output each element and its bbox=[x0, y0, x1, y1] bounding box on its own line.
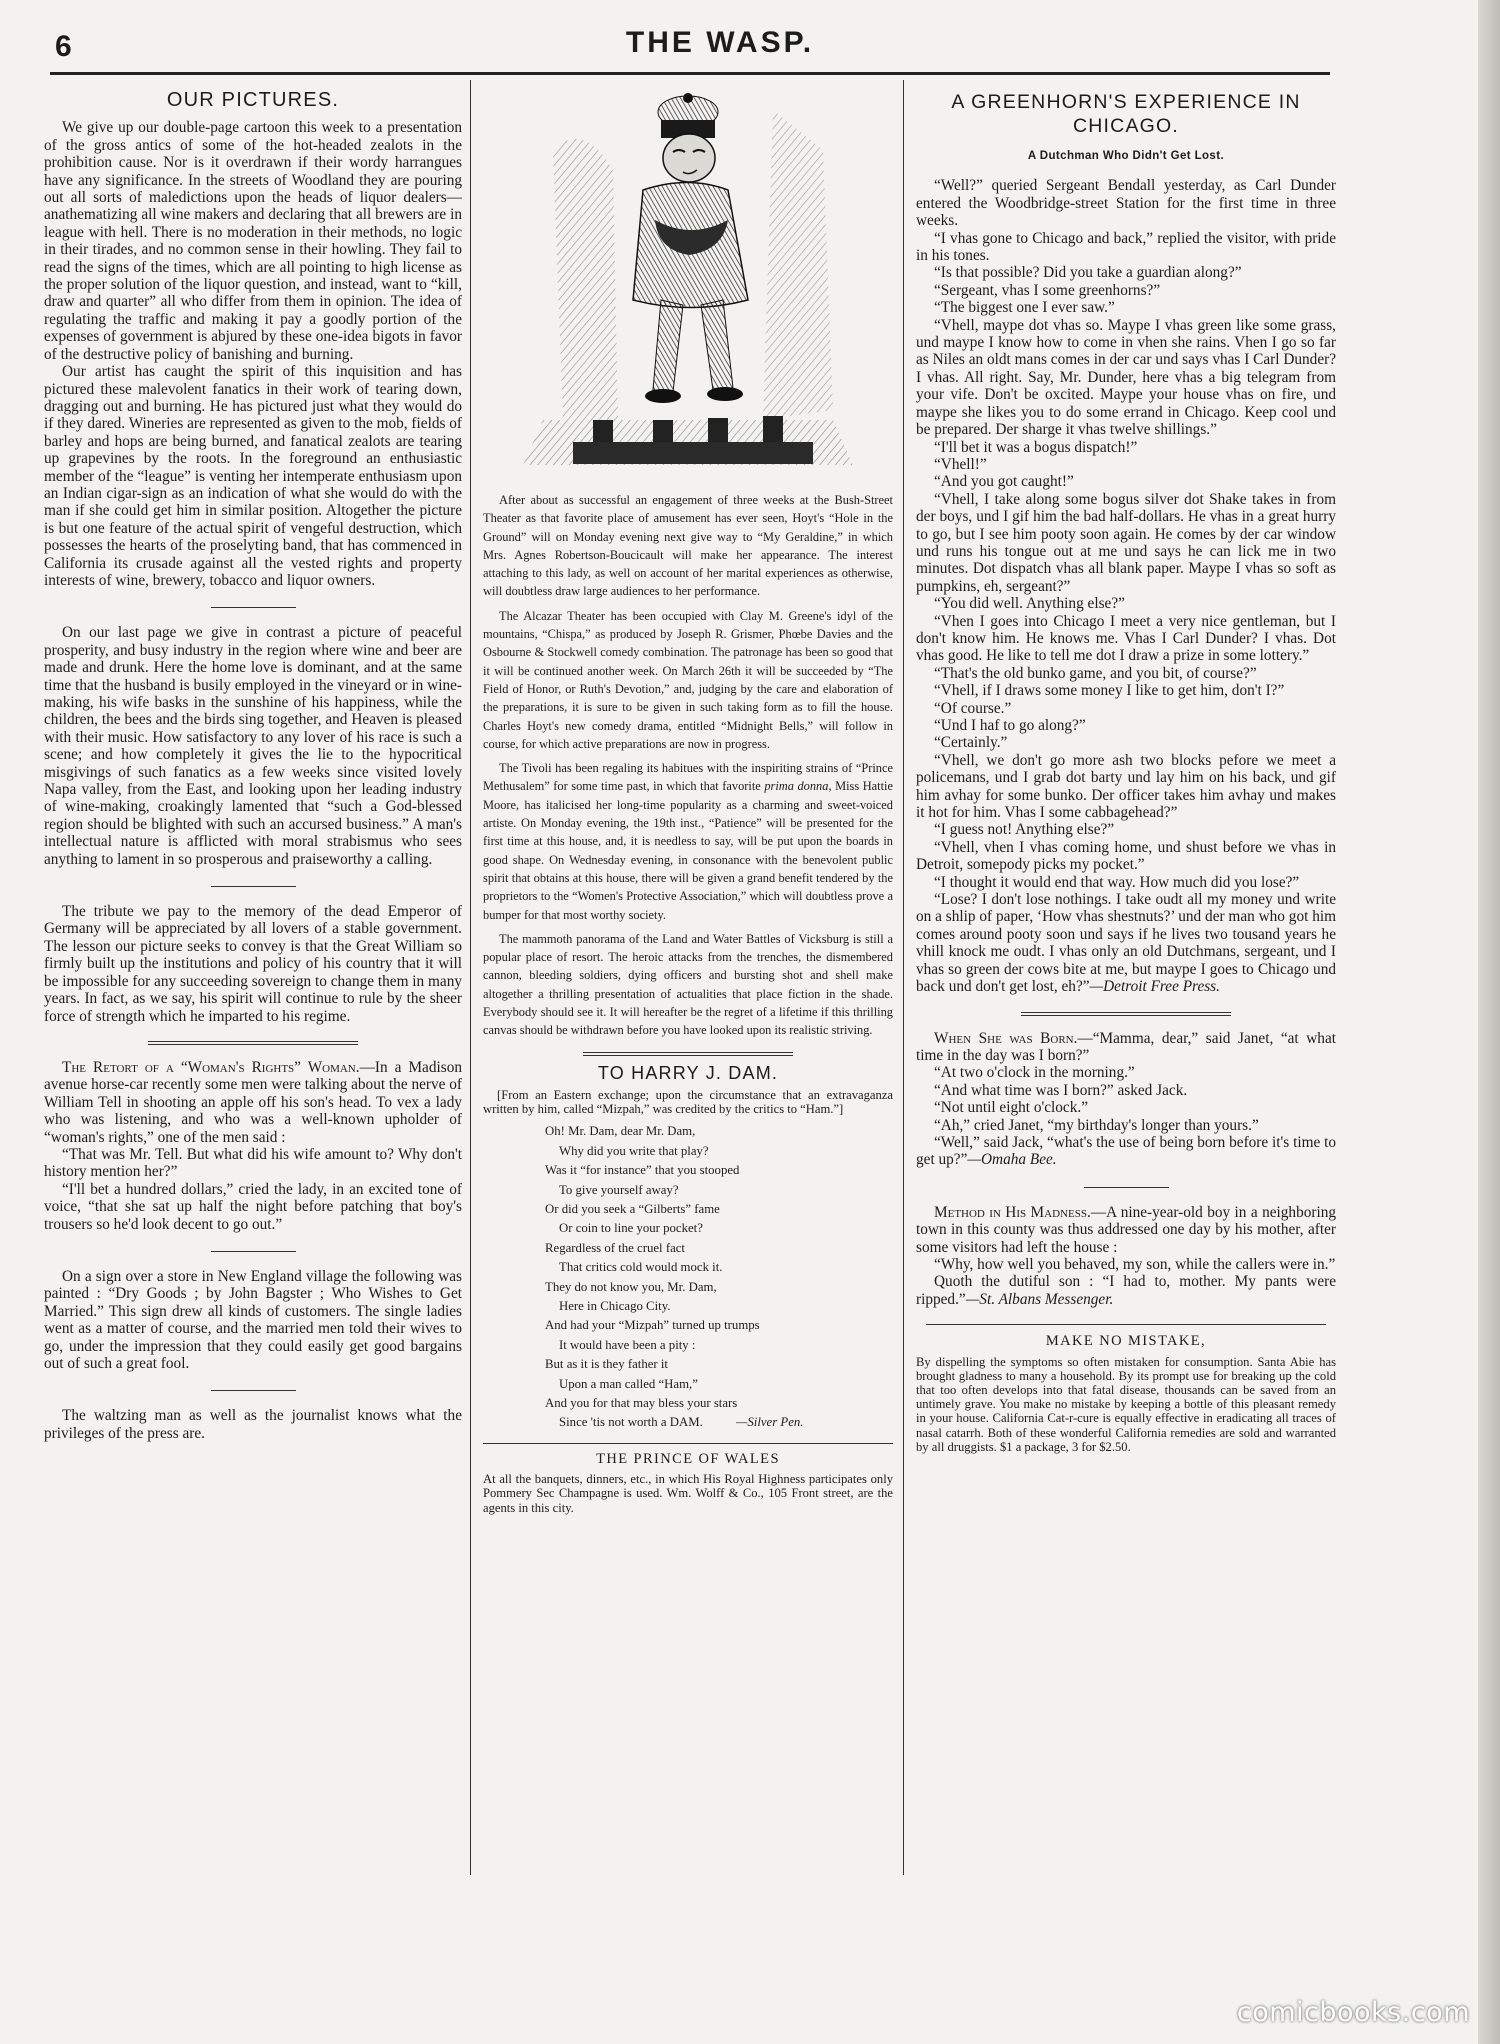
poem-line: That critics cold would mock it. bbox=[559, 1260, 723, 1275]
dialogue-line: “I'll bet it was a bogus dispatch!” bbox=[934, 438, 1138, 456]
poem-intro: [From an Eastern exchange; upon the circumstance that an extravaganza written by him, called “Mizpah,” was credited by the critics to “Ham.”] bbox=[483, 1087, 893, 1117]
paragraph: The waltzing man as well as the journalist knows what the privileges of the press are. bbox=[44, 1407, 462, 1442]
column-left bbox=[44, 86, 462, 1876]
column-middle bbox=[483, 86, 893, 1876]
paragraph: On our last page we give in contrast a picture of peaceful prosperity, and busy industry in the region where wine and beer are made and drunk. Here the home love is dominant, and at the same time that the husband is busily employed in the vineyard or in wine-making, his wife basks in the sunshine of his happiness, while the children, the bees and the birds sing together, and Heaven is pleased with their music. How satisfactory to any lover of his race is such a scene; and how completely it gives the lie to the hypocritical misgivings of such fanatics as a few weeks since visited lovely Napa valley, from the East, and looking upon her leading industry of wine-making, croakingly lamented that “such a God-blessed region should be blighted with such an accursed business.” A man's intellectual nature is afflicted with moral strabismus who sees anything to lament in so prosperous and praiseworthy a calling. bbox=[44, 624, 462, 868]
paragraph: On a sign over a store in New England village the following was painted : “Dry Goods ; by John Bagster ; Who Wishes to Get Married.” This sign drew all kinds of customers. The single ladies went as a matter of course, and the married men told their wives to go, under the impression that they could easily get good bargains out of such a great fool. bbox=[44, 1267, 462, 1372]
dialogue-line: “Vhell, we don't go more ash two blocks pefore we meet a policemans, und I grab dot barty und lay him on his back, und gif him avhay for some bunko. Der officer takes him avhay und makes it hot for him. Vhas I some cabbagehead?” bbox=[916, 751, 1336, 822]
poem-signature: —Silver Pen. bbox=[735, 1415, 804, 1430]
dialogue-line: “Lose? I don't lose nothings. I take oudt all my money und write on a shlip of paper, ‘How vhas shestnuts?’ und der man who got him comes around pooty soon und says if he lives two tousand years he vhill knock me oudt. I vhas only an old Dutchmans, sergeant, und I vhas so green der cows bite at me, but maype I goes to Chicago und back und don't get lost, eh?”—Detroit Free Press. bbox=[916, 891, 1336, 996]
dialogue-line: “Is that possible? Did you take a guardian along?” bbox=[934, 264, 1242, 282]
paragraph: When She was Born.—“Mamma, dear,” said Janet, “at what time in the day was I born?” bbox=[916, 1029, 1336, 1064]
dialogue-line: “Vhell, maype dot vhas so. Maype I vhas green like some grass, und maype I know how to come in vhen she rains. Vhen I go so far as Niles an oldt mans comes in der car und says vhas I Carl Dunder? I vhas. All right. Say, Mr. Dunder, here vhas a big telegram from your vife. Don't be oxcited. Maype your house vhas on fire, und maype she likes you to do some errand in Chicago. Keep cool und be prepared. Der sharge it vhas twelve shillings.” bbox=[916, 316, 1336, 439]
dialogue-line: “Not until eight o'clock.” bbox=[934, 1099, 1088, 1117]
paragraph: The Alcazar Theater has been occupied with Clay M. Greene's idyl of the mountains, “Chispa,” as produced by Joseph R. Grismer, Phœbe Davies and the Osbourne & Stockwell comedy combination. The patronage has been so good that it will be continued another week. On March 26th it will be succeeded by “The Field of Honor, or Ruth's Devotion,” and, judging by the care and elaboration of the preparations, it is sure to be given in such taking form as to fill the house. Charles Hoyt's new comedy drama, entitled “Midnight Bells,” will follow in course, for which active preparations are now in progress. bbox=[483, 608, 893, 751]
dialogue-line: “Vhell!” bbox=[934, 455, 987, 473]
dialogue-line: “Certainly.” bbox=[934, 734, 1008, 752]
poem-line: It would have been a pity : bbox=[559, 1337, 696, 1352]
advert-heading: MAKE NO MISTAKE, bbox=[1045, 1333, 1207, 1350]
retort-title: The Retort of a “Woman's Rights” Woman. bbox=[62, 1058, 360, 1076]
poem-line: Since 'tis not worth a DAM. —Silver Pen. bbox=[545, 1413, 893, 1432]
separator bbox=[926, 1324, 1326, 1325]
poem-line: Here in Chicago City. bbox=[559, 1298, 671, 1313]
column-rule-left bbox=[470, 80, 471, 1875]
source-credit: —Omaha Bee. bbox=[967, 1151, 1057, 1169]
dialogue-line: “Vhen I goes into Chicago I meet a very nice gentleman, but I don't know him. He knows me. Vhas I Carl Dunder? I vhas. Dot vhas good. He like to tell me dot I draw a prize in some lottery.” bbox=[916, 612, 1336, 665]
theater-illustration bbox=[523, 90, 853, 485]
dialogue-line: “Und I haf to go along?” bbox=[934, 717, 1086, 734]
dialogue-line: “And what time was I born?” asked Jack. bbox=[934, 1081, 1188, 1099]
prince-heading: THE PRINCE OF WALES bbox=[596, 1450, 780, 1467]
dialogue-line: “Vhell, I take along some bogus silver dot Shake takes in from der boys, und I gif him the bad half-dollars. He vhas in a great hurry to go, but I see him pooty soon again. He comes by der car window und runs his tongue out at me und says he can lick me in two minutes. Dot dispatch vhas all blank paper. Maype I vhas so soft as pumpkins, eh, sergeant?” bbox=[916, 490, 1336, 595]
our-pictures-heading: OUR PICTURES. bbox=[166, 89, 340, 111]
dialogue-line: “Vhell, vhen I vhas coming home, und shust before we vhas in Detroit, somepody picks my pocket.” bbox=[916, 838, 1336, 874]
paragraph: “That was Mr. Tell. But what did his wife amount to? Why don't history mention her?” bbox=[44, 1145, 462, 1181]
dialogue-line: “And you got caught!” bbox=[934, 473, 1074, 491]
dialogue-line: “Well,” said Jack, “what's the use of being born before it's time to get up?”—Omaha Bee. bbox=[916, 1133, 1336, 1169]
paragraph: The Tivoli has been regaling its habitues with the inspiriting strains of “Prince Methusalem” for some time past, in which that favorite prima donna, Miss Hattie Moore, has italicised her long-time popularity as a charming and sweet-voiced artiste. On Monday evening, the 19th inst., “Patience” will be presented for the first time at this house, and, it is needless to say, will be put upon the boards in good shape. On Wednesday evening, in consonance with the benevolent public spirit that obtains at this house, there will be given a grand benefit tendered by the proprietors to the “Women's Protective Association,” which will doubtless prove a bumper for that most worthy society. bbox=[483, 761, 893, 922]
paragraph: After about as successful an engagement of three weeks at the Bush-Street Theater as that favorite place of amusement has ever seen, Hoyt's “Hole in the Ground” will on Monday evening next give way to “My Geraldine,” in which Mrs. Agnes Robertson-Boucicault will make her appearance. The interest attaching to this lady, as well on account of her marital experiences as otherwise, will doubtless draw large audiences to her performance. bbox=[483, 493, 893, 599]
dialogue-line: “That's the old bunko game, and you bit, of course?” bbox=[934, 664, 1257, 682]
paragraph: Our artist has caught the spirit of this inquisition and has pictured these malevolent fanatics in their work of tearing down, dragging out and burning. He has pictured just what they would do if they dared. Wineries are represented as given to the mob, fields of barley and hops are being burned, and fanatical zealots are tearing up grapevines by the roots. In the foreground an enthusiastic member of the “league” is venting her intemperate enthusiasm upon an Indian cigar-sign as an indication of what she would do with the man if she could get him in similar position. Altogether the picture is but one feature of the actual spirit of vengeful destruction, which possesses the hearts of the proselyting band, that has commenced in California its crusade against all the vested rights and property interests of wine, brewery, tobacco and liquor owners. bbox=[44, 363, 462, 589]
retort-paragraph: The Retort of a “Woman's Rights” Woman.—In a Madison avenue horse-car recently some men were talking about the nerve of William Tell in shooting an apple off his son's head. To vex a lady who was listening, and who was a well-known upholder of “woman's rights,” one of the men said : bbox=[44, 1058, 462, 1146]
dialogue-line: “At two o'clock in the morning.” bbox=[934, 1064, 1135, 1082]
poem-line: But as it is they father it bbox=[545, 1357, 668, 1372]
dialogue-line: “Ah,” cried Janet, “my birthday's longer than yours.” bbox=[934, 1116, 1259, 1134]
masthead-title: THE WASP. bbox=[625, 26, 815, 59]
dialogue-line: “I vhas gone to Chicago and back,” replied the visitor, with pride in his tones. bbox=[916, 229, 1336, 265]
method-title: Method in His Madness. bbox=[934, 1203, 1091, 1221]
dialogue-line: “The biggest one I ever saw.” bbox=[934, 299, 1115, 317]
separator bbox=[211, 886, 296, 887]
paragraph: “I'll bet a hundred dollars,” cried the lady, in an excited tone of voice, “that she sat up half the night before patching that boy's trousers so he'd look decent to go out.” bbox=[44, 1180, 462, 1233]
page-number: 6 bbox=[55, 30, 72, 63]
poem-line: To give yourself away? bbox=[559, 1182, 679, 1197]
paragraph: The mammoth panorama of the Land and Water Battles of Vicksburg is still a popular place of resort. The heroic attacks from the trenches, the dismembered cannon, bleeding soldiers, dying officers and bursting shot and shell make altogether a thrilling presentation of actualities that place fiction in the shade. Everybody should see it. It will hereafter be the regret of a lifetime if this thrilling canvas should be withdrawn before you have looked upon its realistic striving. bbox=[483, 931, 893, 1038]
dialogue-line: “I guess not! Anything else?” bbox=[934, 821, 1115, 839]
watermark: comicbooks.com bbox=[1236, 1997, 1470, 2028]
separator bbox=[583, 1052, 793, 1056]
poem-line: Upon a man called “Ham,” bbox=[559, 1376, 698, 1391]
dialogue-line: “Well?” queried Sergeant Bendall yesterday, as Carl Dunder entered the Woodbridge-street Station for the first time in three weeks. bbox=[916, 177, 1336, 230]
column-rule-right bbox=[903, 80, 904, 1875]
poem-line: And had your “Mizpah” turned up trumps bbox=[545, 1318, 760, 1333]
separator bbox=[148, 1041, 358, 1045]
dialogue-line: “Vhell, if I draws some money I like to get him, don't I?” bbox=[934, 682, 1285, 700]
greenhorn-heading: A GREENHORN'S EXPERIENCE IN CHICAGO. bbox=[951, 91, 1301, 137]
separator bbox=[211, 1251, 296, 1252]
column-right bbox=[916, 86, 1336, 1876]
dialogue-line: “Why, how well you behaved, my son, while the callers were in.” bbox=[934, 1255, 1336, 1273]
poem bbox=[545, 1122, 893, 1433]
paragraph: The tribute we pay to the memory of the dead Emperor of Germany will be appreciated by all lovers of a stable government. The lesson our picture seeks to convey is that the Great William so firmly built up the institutions and policy of his country that it will be impossible for any succeeding sovereign to change them in many years. In fact, as we say, his spirit will continue to rule by the sheer force of strength which he imparted to his regime. bbox=[44, 903, 462, 1025]
paragraph: Method in His Madness.—A nine-year-old boy in a neighboring town in this county was thus addressed one day by his mother, after some visitors had left the house : bbox=[916, 1203, 1336, 1256]
dialogue-line: “Sergeant, vhas I some greenhorns?” bbox=[934, 281, 1161, 299]
header-rule bbox=[50, 72, 1330, 75]
separator bbox=[483, 1443, 893, 1444]
separator bbox=[211, 1390, 296, 1391]
born-title: When She was Born. bbox=[934, 1029, 1078, 1047]
poem-line: Regardless of the cruel fact bbox=[545, 1240, 685, 1255]
poem-line: They do not know you, Mr. Dam, bbox=[545, 1279, 717, 1294]
page-binding-edge bbox=[1478, 0, 1500, 2044]
separator bbox=[1084, 1187, 1169, 1188]
advert-body: By dispelling the symptoms so often mistaken for consumption. Santa Abie has brought gladness to many a household. By its prompt use for breaking up the cold that too often develops into that fatal disease, thousands can be saved from an untimely grave. You make no mistake by keeping a bottle of this pleasant remedy in your house. California Cat-r-cure is equally effective in eradicating all traces of nasal catarrh. Both of these wonderful California remedies are sold and warranted by all druggists. $1 a package, 3 for $2.50. bbox=[916, 1354, 1336, 1454]
poem-line: Oh! Mr. Dam, dear Mr. Dam, bbox=[545, 1124, 696, 1139]
poem-line: Was it “for instance” that you stooped bbox=[545, 1163, 740, 1178]
dialogue-line: “You did well. Anything else?” bbox=[934, 595, 1125, 613]
greenhorn-subheading: A Dutchman Who Didn't Get Lost. bbox=[1027, 150, 1225, 162]
separator bbox=[1021, 1012, 1231, 1016]
source-credit: —Detroit Free Press. bbox=[1089, 978, 1220, 996]
poem-line: Why did you write that play? bbox=[559, 1143, 709, 1158]
poem-heading: TO HARRY J. DAM. bbox=[597, 1062, 779, 1083]
poem-line: Or did you seek a “Gilberts” fame bbox=[545, 1201, 720, 1216]
dialogue-line: “Of course.” bbox=[934, 699, 1012, 717]
dialogue-line: Quoth the dutiful son : “I had to, mother. My pants were ripped.”—St. Albans Messenger. bbox=[916, 1273, 1336, 1308]
source-credit: —St. Albans Messenger. bbox=[965, 1290, 1114, 1308]
poem-line: And you for that may bless your stars bbox=[545, 1396, 738, 1410]
paragraph: We give up our double-page cartoon this week to a presentation of the gross antics of some of the hot-headed zealots in the prohibition cause. Nor is it overdrawn if their wordy harrangues have any significance. In the streets of Woodland they are pouring out all sorts of maledictions upon the heads of liquor dealers—anathematizing all wine makers and declaring that all brewers are in league with hell. There is no moderation in their methods, no logic in their tirades, and no common sense in their howling. They fail to read the signs of the times, which are all pointing to high license as the proper solution of the liquor question, and instead, want to “kill, draw and quarter” all who differ from them in opinion. The idea of regulating the traffic and making it pay a goodly portion of the expenses of government is abjured by these one-idea bigots in favor of the destructive policy of banishing and burning. bbox=[44, 119, 462, 363]
separator bbox=[211, 607, 296, 608]
prince-notice: At all the banquets, dinners, etc., in which His Royal Highness participates only Pommery Sec Champagne is used. Wm. Wolff & Co., 105 Front street, are the agents in this city. bbox=[483, 1472, 893, 1515]
poem-line: Or coin to line your pocket? bbox=[559, 1221, 703, 1236]
dialogue-line: “I thought it would end that way. How much did you lose?” bbox=[934, 873, 1300, 891]
